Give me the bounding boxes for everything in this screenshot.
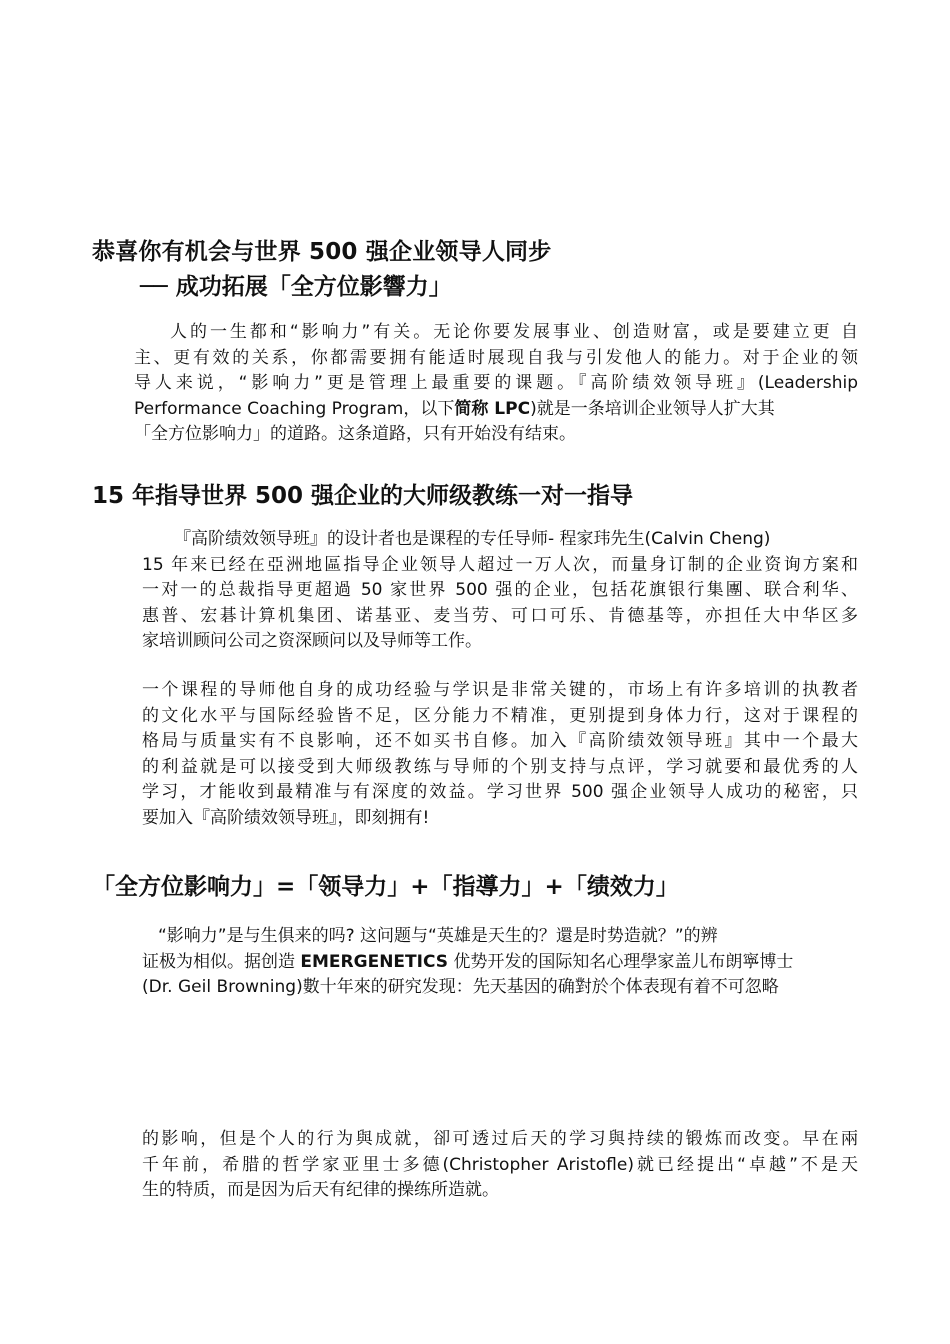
paragraph-line: “影响力”是与生俱来的吗? 这问题与“英雄是天生的？還是时势造就？”的辨: [158, 926, 718, 946]
lpc-abbreviation: 简称 LPC: [454, 398, 531, 419]
paragraph-text: )就是一条培训企业领导人扩大其: [530, 398, 775, 419]
paragraph-line: 生的特质，而是因为后天有纪律的操练所造就。: [142, 1180, 499, 1200]
section3-paragraph-1: [142, 924, 858, 1001]
section1-heading: 恭喜你有机会与世界 500 强企业领导人同步: [92, 239, 552, 265]
section2-paragraph-2: [142, 678, 858, 831]
paragraph-text: Performance Coaching Program，以下: [134, 398, 455, 419]
paragraph-text: 优势开发的国际知名心理學家盖儿布朗寧博士: [448, 951, 794, 972]
section2-paragraph-1: [142, 527, 858, 655]
section1-paragraph: [134, 320, 858, 448]
paragraph-line: 人的一生都和“影响力”有关。无论你要发展事业、创造财富，或是要建立更 自: [170, 322, 858, 342]
section3-paragraph-2: [142, 1127, 858, 1204]
paragraph-line: 学习，才能收到最精准与有深度的效益。学习世界 500 强企业领导人成功的秘密，只: [142, 782, 858, 802]
paragraph-line: 15 年来已经在亞洲地區指导企业领导人超过一万人次，而量身订制的企业资询方案和: [142, 554, 858, 575]
paragraph-line: 『高阶绩效领导班』的设计者也是课程的专任导师- 程家玮先生(Calvin Cheng): [174, 529, 771, 549]
paragraph-line: 千年前，希腊的哲学家亚里士多德(Christopher Aristofle)就已经提出“卓越”不是天: [142, 1154, 858, 1175]
paragraph-line: 「全方位影响力」的道路。这条道路，只有开始没有结束。: [134, 424, 576, 444]
paragraph-line: [142, 950, 858, 976]
paragraph-line: 家培训顾问公司之资深顾问以及导师等工作。: [142, 631, 482, 651]
paragraph-line: 的文化水平与国际经验皆不足，区分能力不精准，更别提到身体力行，这对于课程的: [142, 705, 858, 726]
paragraph-line: 主、更有效的关系，你都需要拥有能适时展现自我与引发他人的能力。对于企业的领: [134, 347, 858, 368]
paragraph-line: 格局与质量实有不良影响，还不如买书自修。加入『高阶绩效领导班』其中一个最大: [142, 731, 858, 751]
paragraph-line: 一个课程的导师他自身的成功经验与学识是非常关键的，市场上有许多培训的执教者: [142, 680, 858, 700]
paragraph-line: 的影响，但是个人的行为與成就，卻可透过后天的学习與持续的锻炼而改变。早在兩: [142, 1129, 858, 1149]
paragraph-text: 证极为相似。据创造: [142, 951, 301, 972]
section1-subheading: ── 成功拓展「全方位影響力」: [140, 274, 452, 300]
section2-heading: 15 年指导世界 500 强企业的大师级教练一对一指导: [92, 483, 634, 509]
paragraph-line: 惠普、宏碁计算机集团、诺基亚、麦当劳、可口可乐、肯德基等，亦担任大中华区多: [142, 605, 858, 626]
paragraph-line: [134, 397, 858, 423]
paragraph-line: 导人来说，“影响力”更是管理上最重要的课题。『高阶绩效领导班』(Leadership: [134, 373, 858, 393]
paragraph-line: 一对一的总裁指导更超過 50 家世界 500 强的企业，包括花旗银行集團、联合利华、: [142, 580, 858, 600]
paragraph-line: 的利益就是可以接受到大师级教练与导师的个别支持与点评，学习就要和最优秀的人: [142, 756, 858, 777]
paragraph-line: (Dr. Geil Browning)數十年來的研究发现：先天基因的确對於个体表现有着不可忽略: [142, 977, 779, 997]
section3-heading: 「全方位影响力」=「领导力」+「指導力」+「绩效力」: [92, 874, 679, 900]
paragraph-line: 要加入『高阶绩效领导班』，即刻拥有!: [142, 807, 430, 828]
emergenetics-term: EMERGENETICS: [300, 951, 449, 972]
